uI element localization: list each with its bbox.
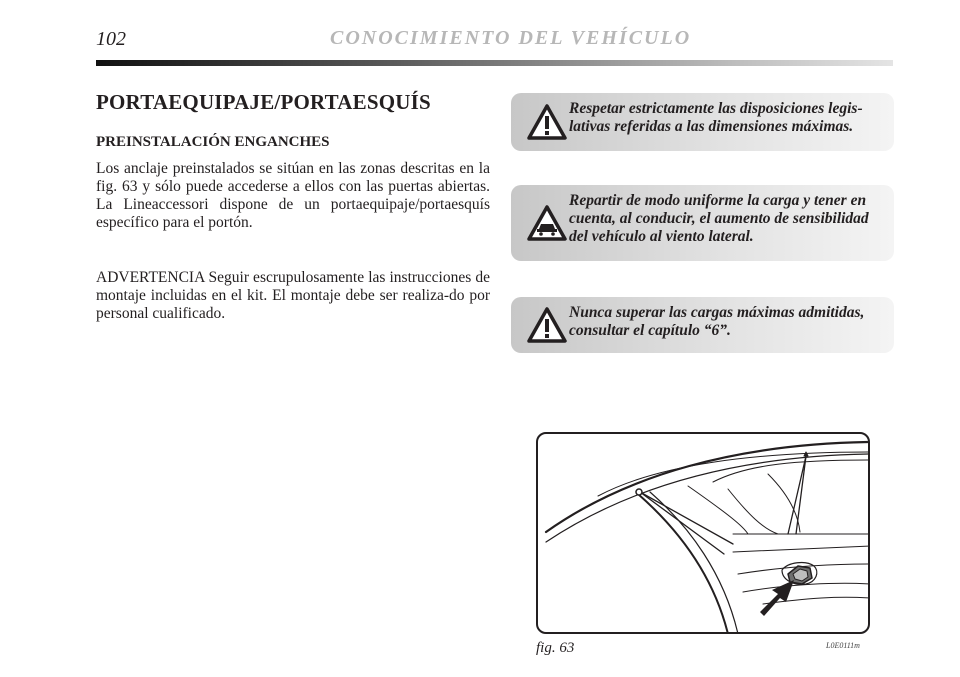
warning-text-1: Respetar estrictamente las disposiciones legis-lativas referidas a las dimensiones máximas. <box>569 100 863 135</box>
warning-text-2: Repartir de modo uniforme la carga y tener en cuenta, al conducir, el aumento de sensibilidad del vehículo al viento lateral. <box>569 192 869 245</box>
warning-box-3 <box>511 297 894 353</box>
warning-box-2 <box>511 185 894 261</box>
figure-code: L0E0111m <box>826 641 860 650</box>
warning-box-1 <box>511 93 894 151</box>
warning-text-3: Nunca superar las cargas máximas admitidas, consultar el capítulo “6”. <box>569 304 865 339</box>
figure-63-frame <box>536 432 870 634</box>
load-triangle-icon <box>527 205 567 241</box>
warning-triangle-icon <box>527 104 567 140</box>
body-paragraph-1: Los anclaje preinstalados se sitúan en las zonas descritas en la fig. 63 y sólo puede accederse a ellos con las puertas abiertas. La Lineaccessori dispone de un portaequipaje/portaesquís específico para el portón. <box>96 160 490 231</box>
running-title: CONOCIMIENTO DEL VEHÍCULO <box>330 27 692 49</box>
warning-triangle-icon <box>527 307 567 343</box>
section-title: PORTAEQUIPAJE/PORTAESQUÍS <box>96 90 431 114</box>
body-paragraph-2: ADVERTENCIA Seguir escrupulosamente las instrucciones de montaje incluidas en el kit. El montaje debe ser realiza-do por personal cualificado. <box>96 269 490 322</box>
roof-rack-attachment-illustration <box>538 434 870 634</box>
figure-caption: fig. 63 <box>536 640 575 656</box>
page-number: 102 <box>96 28 126 50</box>
subsection-title: PREINSTALACIÓN ENGANCHES <box>96 134 330 150</box>
header-rule <box>96 60 893 66</box>
